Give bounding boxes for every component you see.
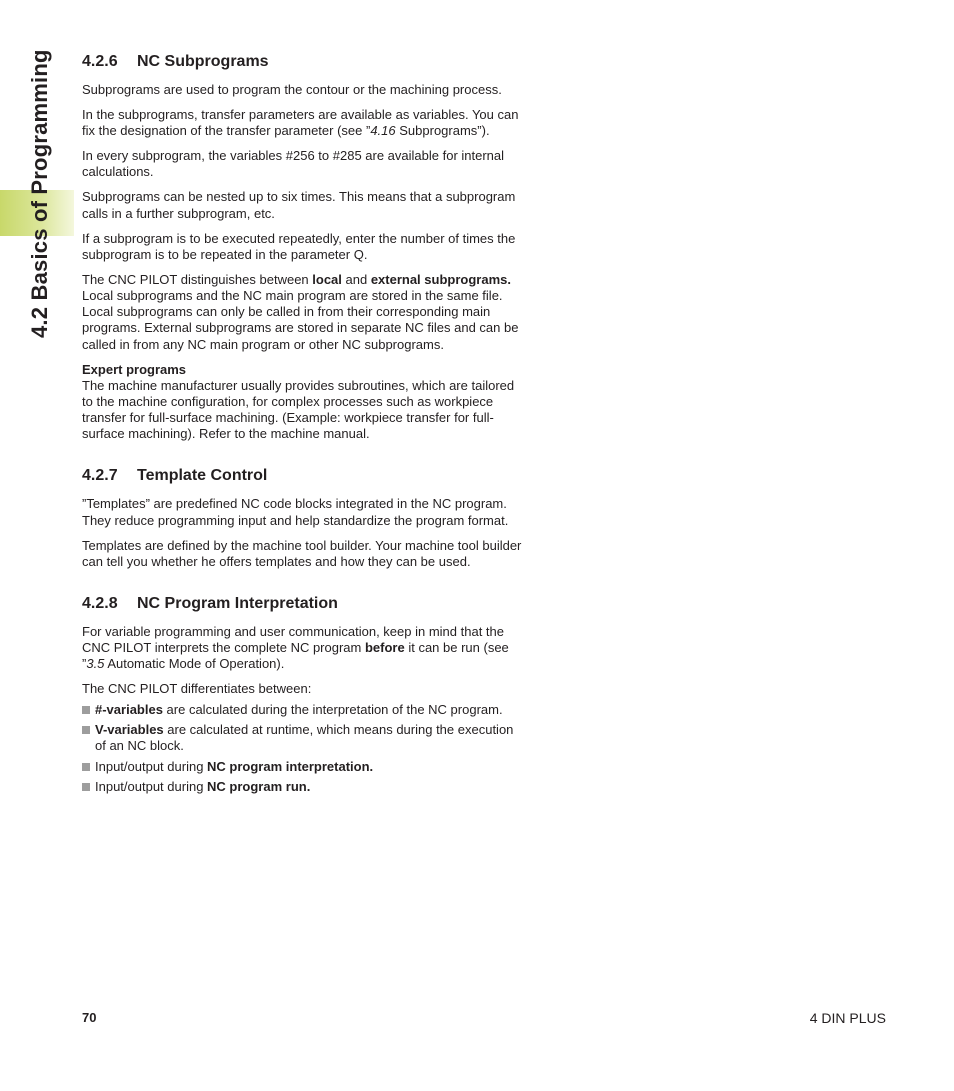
cross-reference[interactable]: 4.16 (370, 123, 396, 139)
chapter-title: 4.2 Basics of Programming (27, 49, 52, 338)
paragraph: The CNC PILOT differentiates between: (82, 681, 312, 697)
paragraph: If a subprogram is to be executed repeatedly, enter the number of times the subprogram is to be repeated in the parameter Q. (82, 230, 516, 262)
section-number: 4.2.7 (82, 467, 118, 485)
text: are calculated during the interpretation of the NC program. (162, 701, 503, 717)
page-content (82, 52, 522, 799)
section-nc-subprograms (82, 52, 522, 442)
text: In the subprograms, transfer parameters are available as variables. You can fix the designation of the transfer parameter (see ” (82, 107, 519, 139)
section-heading (82, 594, 522, 614)
section-heading (82, 466, 522, 486)
section-template-control (82, 466, 522, 570)
text: are calculated at runtime, which means during the execution of an NC block. (95, 722, 514, 754)
bold-term: external subprograms. (370, 271, 511, 287)
bullet-square-icon (82, 783, 90, 791)
text: Local subprograms and the NC main program are stored in the same file. Local subprograms can only be called in from their corresponding main programs. External subprograms are stored in separate NC files and can be called in from any NC main program or other NC subprograms. (82, 288, 519, 352)
bold-term: NC program interpretation. (207, 758, 374, 774)
bullet-square-icon (82, 726, 90, 734)
text: it can be run (see ” (82, 640, 509, 672)
book-title: 4 DIN PLUS (809, 1010, 886, 1026)
section-heading (82, 52, 522, 72)
bold-term: V-variables (95, 722, 164, 738)
text: and (341, 271, 371, 287)
paragraph (82, 624, 522, 673)
list-item (82, 702, 522, 718)
paragraph (82, 107, 522, 139)
paragraph: Subprograms are used to program the contour or the machining process. (82, 82, 502, 97)
text: Automatic Mode of Operation). (104, 656, 285, 672)
bold-term: before (364, 640, 405, 656)
bold-term: #-variables (95, 701, 163, 717)
paragraph: The machine manufacturer usually provides subroutines, which are tailored to the machine configuration, for complex processes such as workpiece transfer for full-surface machining. (Example: workpiece transfer for full-surface machining). Refer to the machine manual. (82, 377, 515, 442)
bullet-square-icon (82, 763, 90, 771)
bold-term: local (312, 271, 342, 287)
text: For variable programming and user communication, keep in mind that the CNC PILOT interprets the complete NC program (82, 624, 504, 656)
paragraph: In every subprogram, the variables #256 to #285 are available for internal calculations. (82, 148, 505, 180)
list-item (82, 722, 522, 754)
section-number: 4.2.6 (82, 53, 118, 70)
paragraph (82, 272, 522, 353)
text: Input/output during (95, 779, 208, 795)
bullet-square-icon (82, 706, 90, 714)
page-number: 70 (82, 1010, 97, 1025)
bold-term: NC program run. (207, 779, 311, 795)
section-title: NC Program Interpretation (137, 595, 338, 613)
cross-reference[interactable]: 3.5 (86, 656, 105, 672)
section-title: NC Subprograms (137, 53, 269, 70)
text: Input/output during (95, 758, 208, 774)
section-title: Template Control (137, 467, 268, 485)
paragraph: Subprograms can be nested up to six times. This means that a subprogram calls in a further subprogram, etc. (82, 189, 516, 221)
subheading-expert-programs: Expert programs (82, 361, 187, 377)
list-item (82, 759, 522, 775)
text: Subprograms”). (395, 123, 490, 139)
section-nc-program-interpretation (82, 594, 522, 795)
paragraph: ”Templates” are predefined NC code blocks integrated in the NC program. They reduce programming input and help standardize the program format. (82, 496, 509, 528)
list-item (82, 779, 522, 795)
text: The CNC PILOT distinguishes between (82, 271, 313, 287)
section-number: 4.2.8 (82, 595, 118, 613)
bullet-list (82, 702, 522, 796)
paragraph: Templates are defined by the machine tool builder. Your machine tool builder can tell you whether he offers templates and how they can be used. (82, 537, 522, 569)
